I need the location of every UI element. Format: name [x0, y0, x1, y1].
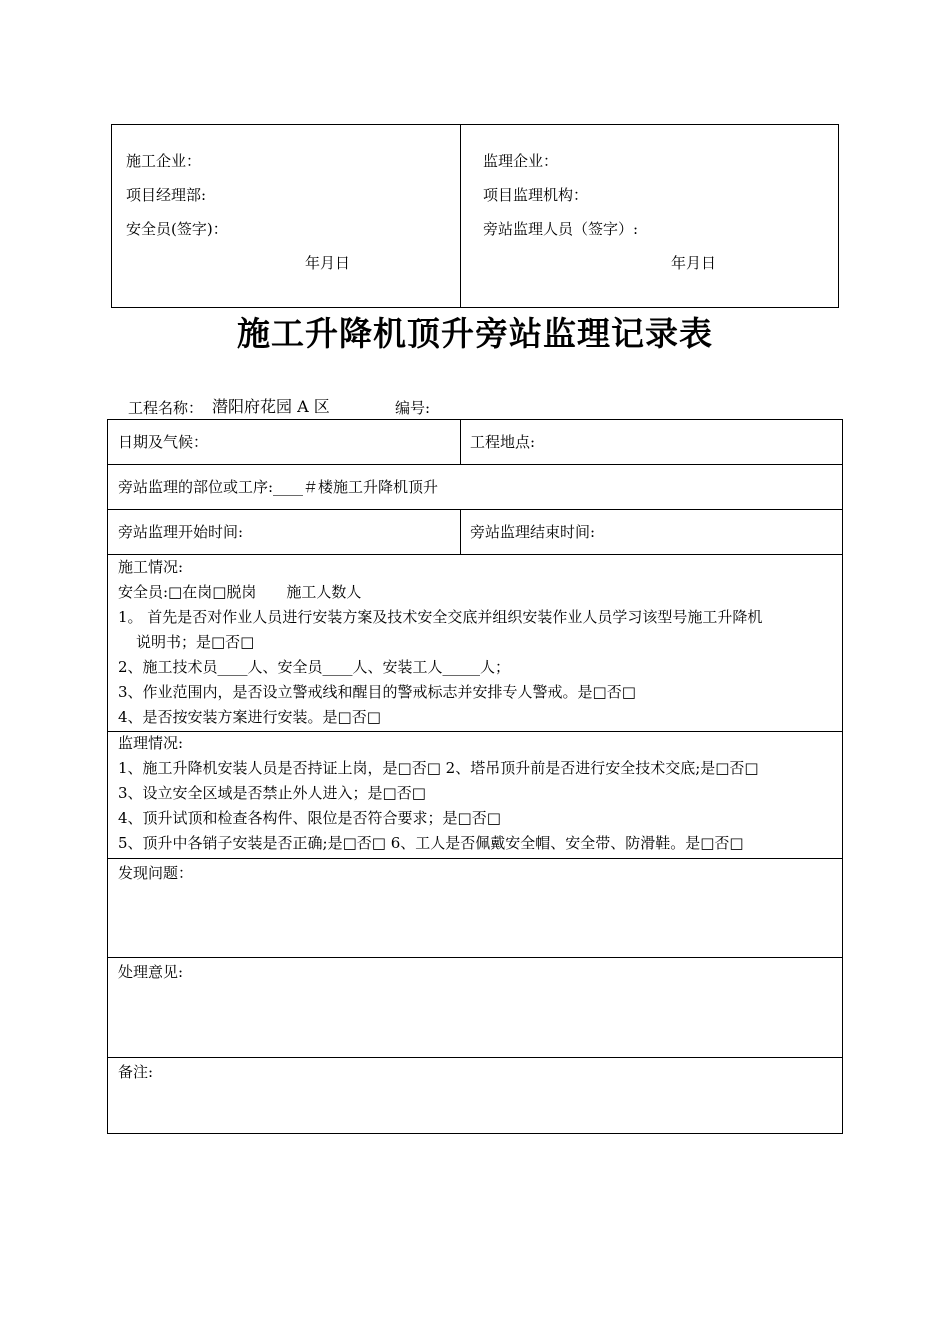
construction-line: 4、是否按安装方案进行安装。是□否□ [118, 708, 381, 726]
column-divider [460, 419, 461, 465]
project-name-label: 工程名称： [128, 399, 204, 417]
project-location-label: 工程地点: [470, 433, 536, 451]
supervisor-signature-label: 旁站监理人员（签字）: [483, 220, 639, 238]
construction-line: 1。 首先是否对作业人员进行安装方案及技术安全交底并组织安装作业人员学习该型号施工升降机 [118, 608, 763, 626]
part-process-label: 旁站监理的部位或工序:____＃楼施工升降机顶升 [118, 478, 439, 496]
supervision-company-label: 监理企业： [483, 152, 559, 170]
construction-status-heading: 施工情况: [118, 558, 184, 576]
safety-officer-signature-label: 安全员(签字)： [126, 220, 228, 238]
signature-table [111, 124, 839, 308]
construction-company-label: 施工企业： [126, 152, 202, 170]
signature-table-divider [460, 124, 461, 308]
construction-line: 说明书；是□否□ [136, 633, 255, 651]
construction-line: 2、施工技术员____人、安全员____人、安装工人_____人； [118, 658, 511, 676]
row-divider [107, 858, 843, 859]
project-supervision-org-label: 项目监理机构： [483, 186, 589, 204]
project-name-value: 潜阳府花园 A 区 [212, 397, 330, 416]
end-time-label: 旁站监理结束时间: [470, 523, 596, 541]
remarks-label: 备注: [118, 1063, 154, 1081]
issues-found-label: 发现问题： [118, 864, 194, 882]
supervision-line: 4、顶升试顶和检查各构件、限位是否符合要求；是□否□ [118, 809, 501, 827]
row-divider [107, 509, 843, 510]
page-title: 施工升降机顶升旁站监理记录表 [237, 314, 713, 353]
supervision-line: 1、施工升降机安装人员是否持证上岗，是□否□ 2、塔吊顶升前是否进行安全技术交底;是□否□ [118, 759, 759, 777]
construction-line: 安全员:□在岗□脱岗 施工人数人 [118, 583, 362, 601]
start-time-label: 旁站监理开始时间: [118, 523, 244, 541]
left-date-label: 年月日 [305, 254, 351, 272]
supervision-line: 5、顶升中各销子安装是否正确;是□否□ 6、工人是否佩戴安全帽、安全带、防滑鞋。是□否□ [118, 834, 744, 852]
record-number-label: 编号: [395, 399, 431, 417]
right-date-label: 年月日 [671, 254, 717, 272]
row-divider [107, 464, 843, 465]
column-divider [460, 509, 461, 555]
date-weather-label: 日期及气候： [118, 433, 209, 451]
project-manager-dept-label: 项目经理部: [126, 186, 207, 204]
row-divider [107, 554, 843, 555]
row-divider [107, 1057, 843, 1058]
handling-opinion-label: 处理意见: [118, 963, 184, 981]
row-divider [107, 957, 843, 958]
supervision-line: 3、设立安全区域是否禁止外人进入；是□否□ [118, 784, 426, 802]
row-divider [107, 731, 843, 732]
construction-line: 3、作业范围内，是否设立警戒线和醒目的警戒标志并安排专人警戒。是□否□ [118, 683, 636, 701]
supervision-status-heading: 监理情况: [118, 734, 184, 752]
